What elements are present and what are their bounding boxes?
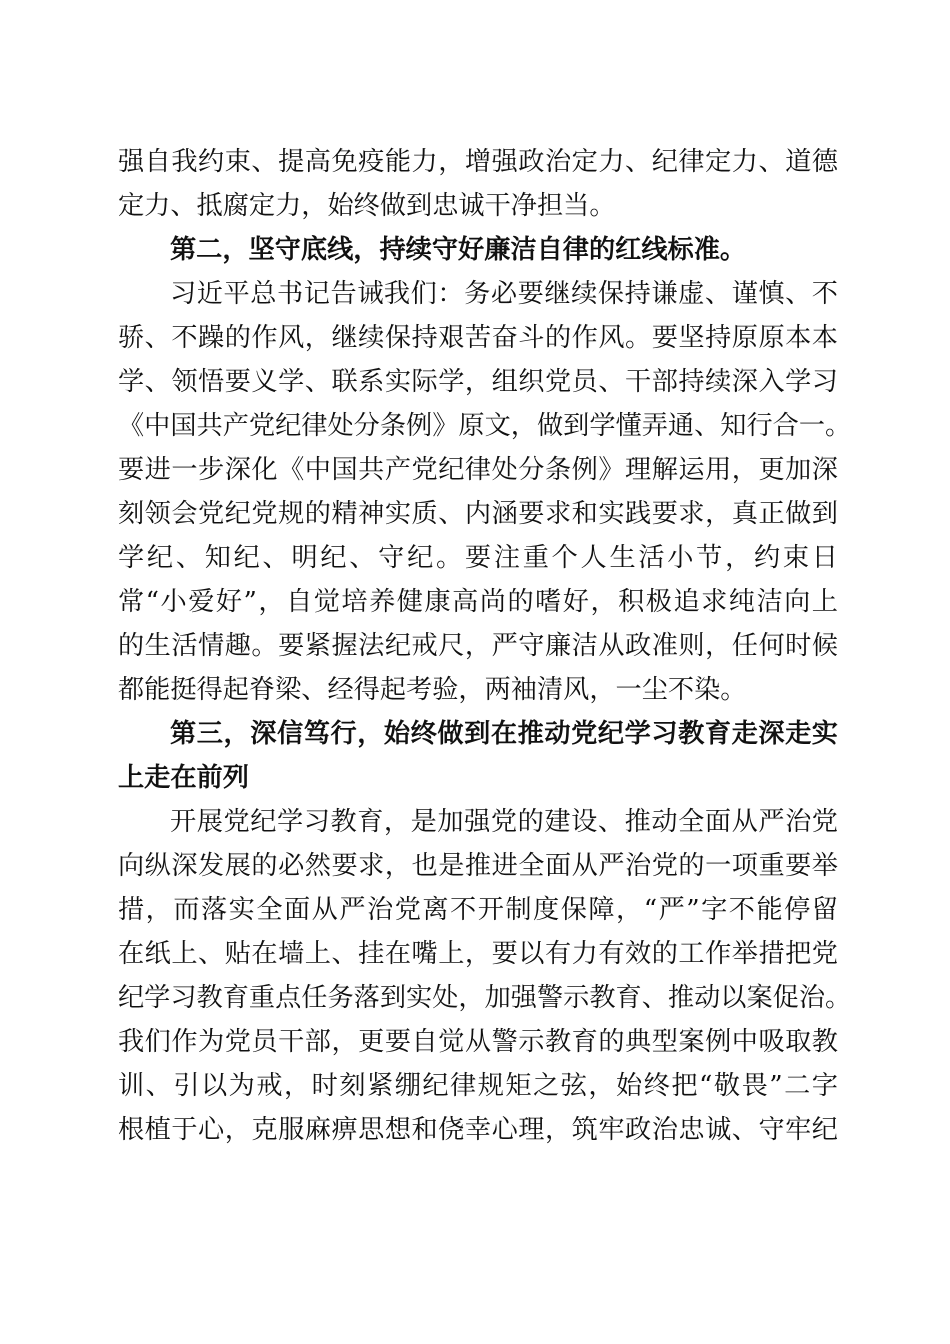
section-heading-3: 第三，深信笃行，始终做到在推动党纪学习教育走深走实: [170, 718, 838, 749]
paragraph-line: 骄、不躁的作风，继续保持艰苦奋斗的作风。要坚持原原本本: [118, 323, 838, 353]
paragraph-line: 刻领会党纪党规的精神实质、内涵要求和实践要求，真正做到: [118, 499, 838, 529]
section-heading-3-cont: 上走在前列: [118, 762, 249, 793]
paragraph-line: 学、领悟要义学、联系实际学，组织党员、干部持续深入学习: [118, 367, 838, 397]
paragraph-line: 《中国共产党纪律处分条例》原文，做到学懂弄通、知行合一。: [118, 411, 852, 441]
paragraph-line: 措，而落实全面从严治党离不开制度保障，“严”字不能停留: [118, 895, 838, 925]
paragraph-line: 在纸上、贴在墙上、挂在嘴上，要以有力有效的工作举措把党: [118, 939, 838, 969]
paragraph-line: 向纵深发展的必然要求，也是推进全面从严治党的一项重要举: [118, 851, 838, 881]
paragraph-line: 要进一步深化《中国共产党纪律处分条例》理解运用，更加深: [118, 455, 838, 485]
section-heading-2: 第二，坚守底线，持续守好廉洁自律的红线标准。: [170, 234, 747, 265]
paragraph-line: 我们作为党员干部，更要自觉从警示教育的典型案例中吸取教: [118, 1027, 838, 1057]
paragraph-line: 都能挺得起脊梁、经得起考验，两袖清风，一尘不染。: [118, 675, 747, 705]
paragraph-line: 强自我约束、提高免疫能力，增强政治定力、纪律定力、道德: [118, 147, 838, 177]
document-body: [118, 140, 852, 1152]
paragraph-line: 训、引以为戒，时刻紧绷纪律规矩之弦，始终把“敬畏”二字: [118, 1071, 838, 1101]
paragraph-line: 定力、抵腐定力，始终做到忠诚干净担当。: [118, 191, 616, 221]
paragraph-line: 常“小爱好”，自觉培养健康高尚的嗜好，积极追求纯洁向上: [118, 587, 838, 617]
paragraph-line: 的生活情趣。要紧握法纪戒尺，严守廉洁从政准则，任何时候: [118, 631, 838, 661]
paragraph-line: 纪学习教育重点任务落到实处，加强警示教育、推动以案促治。: [118, 983, 852, 1013]
paragraph-line: 根植于心，克服麻痹思想和侥幸心理，筑牢政治忠诚、守牢纪: [118, 1115, 838, 1145]
paragraph-line: 学纪、知纪、明纪、守纪。要注重个人生活小节，约束日: [118, 543, 838, 573]
paragraph-line: 习近平总书记告诫我们：务必要继续保持谦虚、谨慎、不: [170, 279, 838, 309]
paragraph-line: 开展党纪学习教育，是加强党的建设、推动全面从严治党: [170, 807, 838, 837]
